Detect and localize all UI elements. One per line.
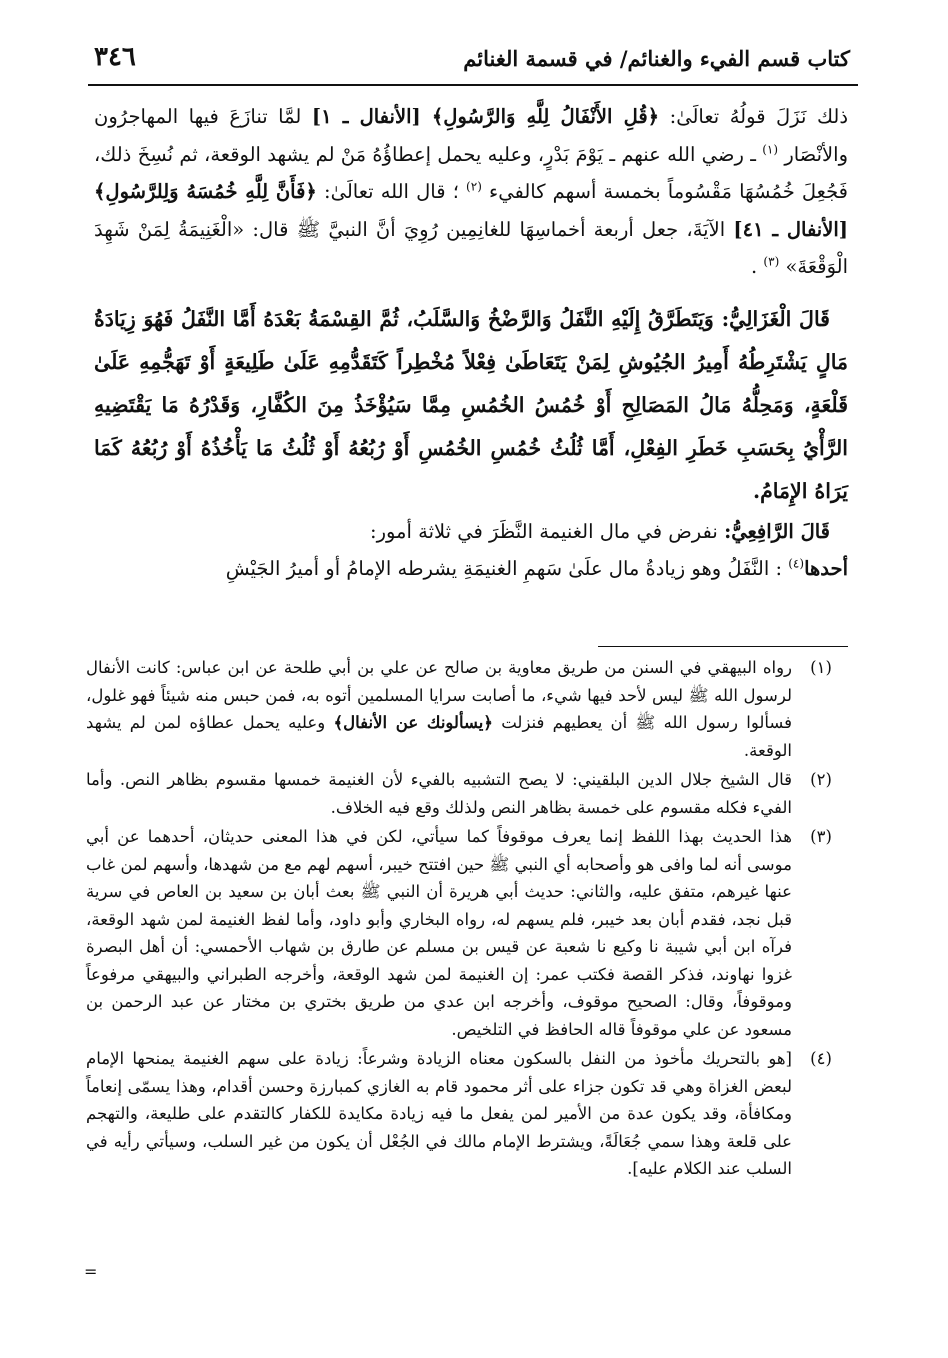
footnote-4: (٤) [هو بالتحريك مأخوذ من النفل بالسكون معناه الزيادة وشرعاً: زيادة على سهم الغنيمة يمنحها الإمام لبعض الغزاة وهي قد تكون جزاء على أثر محمود قام به الغازي كمبارزة وحسن أقدام، وهذا يسمّى إنعاماً ومكافأة، وقد يكون عدة من الأمير لمن يفعل ما فيه زيادة مكايدة للكفار كالتقدم على طليعة، والتهجم على قلعة وهذا سمي جُعَالَةً، ويشترط الإمام مالك في الجُعْل أن يكون من غير السلب، وسيأتي رأيه في السلب عند الكلام عليه].: [86, 1045, 850, 1183]
main-text: [94, 98, 848, 588]
quran-verse: ﴿فَأَنَّ لِلَّهِ خُمُسَهُ وَلِلرَّسُولِ﴾ [الأنفال ـ ٤١]: [94, 180, 848, 241]
header-rule: [88, 84, 858, 86]
footnote-ref: (٤): [788, 556, 805, 571]
footnote-separator: [598, 646, 848, 647]
footnote-number: (١): [810, 658, 832, 677]
first-matter: أحدها$^{(٤)}$ : النَّفَلُ وهو زيادةُ مال علَىٰ سَهمِ الغنيمَةِ يشرطه الإمامُ أو أميرُ الجَيْشِ: [225, 556, 848, 580]
footnote-3: (٣) هذا الحديث بهذا اللفظ إنما يعرف موقوفاً كما سيأتي، لكن في هذا المعنى حديثان، أحدهما عن أبي موسى أنه لما وافى هو وأصحابه أي النبي ﷺ حين افتتح خيبر، أسهم لهم مع من شهدها، وأسهم لمن غاب عنها غيرهم، متفق عليه، والثاني: حديث أبي هريرة أن النبي ﷺ بعث أبان بن سعيد بن العاص في سرية قبل نجد، فقدم أبان بعد خيبر، فلم يسهم له، رواه البخاري وأبو داود، وأما لفظ الغنيمة لمن شهد الوقعة، فرآه ابن أبي شيبة نا وكيع نا شعبة عن قيس بن مسلم عن طارق بن شهاب الأحمسي: أن أهل البصرة غزوا نهاوند، فذكر القصة فكتب عمر: إن الغنيمة لمن شهد الوقعة، وأخرجه الطبراني والبيهقي مرفوعاً وموقوفاً، وقال: الصحيح موقوف، وأخرجه ابن عدي من طريق بختري بن مختار عن عبد الرحمن بن مسعود عن علي موقوفاً قاله الحافظ في التلخيص.: [86, 823, 850, 1043]
header-title: كتاب قسم الفيء والغنائم/ في قسمة الغنائم: [463, 46, 850, 71]
footnote-1: (١) رواه البيهقي في السنن من طريق معاوية بن صالح عن علي بن أبي طلحة عن ابن عباس: كانت الأنفال لرسول الله ﷺ ليس لأحد فيها شيء، ما أصابت سرايا المسلمين أتوه به، فمن حبس منه شيئاً فهو غلول، فسألوا رسول الله ﷺ أن يعطيهم فنزلت ﴿يسألونك عن الأنفال﴾ وعليه يحمل عطاؤه لمن لم يشهد الوقعة.: [86, 654, 850, 764]
footnote-number: (٢): [810, 770, 832, 789]
page-number: ٣٤٦: [94, 42, 136, 72]
footnote-2: (٢) قال الشيخ جلال الدين البلقيني: لا يصح التشبيه بالفيء لأن الغنيمة خمسها مقسوم بظاهر النص. وأما الفيء فكله مقسوم على خمسة بظاهر النص ولذلك وقع فيه الخلاف.: [86, 766, 850, 821]
footnote-ref: (١): [762, 142, 779, 156]
ghazali-quote: قَالَ الْغَزَالِيُّ: وَيَتَطَرَّقُ إِلَيْهِ النَّفَلُ وَالرَّضْخُ وَالسَّلَبُ، ثُمَّ القِسْمَةُ بَعْدَهُ أَمَّا النَّفَلُ فَهُوَ زِيَادَةُ مَالٍ يَشْتَرِطُهُ أَمِيرُ الجُيُوشِ لِمَنْ يَتَعَاطَىٰ فِعْلاً مُخْطِراً كَتَقَدُّمِهِ عَلَىٰ طَلِيعَةٍ أَوْ تَهَجُّمِهِ عَلَىٰ قَلْعَةٍ، وَمَحِلُّهُ مَالُ المَصَالِحِ أَوْ خُمُسُ الخُمُسِ مِمَّا سَيُؤْخَذُ مِنَ الكُفَّارِ، وَقَدْرُهُ مَا يَقْتَضِيهِ الرَّأْيُ بِحَسَبِ خَطَرِ الفِعْلِ، أَمَّا ثُلُثُ خُمُسِ الخُمُسِ أَوْ رُبُعُهُ أَوْ ثُلُثُ مَا يَأْخُذُهُ أَوْ رُبُعُهُ كَمَا يَرَاهُ الإِمَامُ.: [94, 306, 848, 503]
footnote-ref: (٣): [763, 254, 780, 269]
footnote-number: (٤): [810, 1049, 832, 1068]
footnotes: [86, 654, 850, 1185]
footnote-ref: (٢): [466, 179, 482, 194]
footnote-number: (٣): [810, 827, 832, 846]
continuation-mark: =: [84, 1262, 98, 1281]
paragraph-1: ذلك نَزَلَ قولُهُ تعالَىٰ: ﴿قُلِ الأَنْفَالُ لِلَّهِ وَالرَّسُولِ﴾ [الأنفال ـ ١] لمَّا تنازَعَ فيها المهاجرُون والأنْصَار $^{(١)}$ ـ رضي الله عنهم ـ يَوْمَ بَدْرٍ، وعليه يحمل إعطاؤُهُ مَنْ لم يشهد الوقعة، ثم نُسِخَ ذلك، فَجُعِلَ خُمُسُهَا مَقْسُوماً بخمسة أسهم كالفيء $^{(٢)}$ ؛ قال الله تعالَىٰ: ﴿فَأَنَّ لِلَّهِ خُمُسَهُ وَلِلرَّسُولِ﴾ [الأنفال ـ ٤١] الآيَةَ، جعل أربعة أخماسِهَا للغانِمِين رُوِيَ أنَّ النبيَّ ﷺ قال: «الْغَنِيمَةُ لِمَنْ شَهِدَ الْوَقْعَةَ» $^{(٣)}$ .: [94, 105, 848, 278]
running-header: [88, 40, 858, 84]
rafii-intro: قَالَ الرَّافِعِيُّ: نفرض في مال الغنيمة النَّظَرَ في ثلاثة أمور:: [370, 519, 830, 543]
quran-verse: ﴿قُلِ الأَنْفَالُ لِلَّهِ وَالرَّسُولِ﴾ [الأنفال ـ ١]: [311, 105, 660, 128]
